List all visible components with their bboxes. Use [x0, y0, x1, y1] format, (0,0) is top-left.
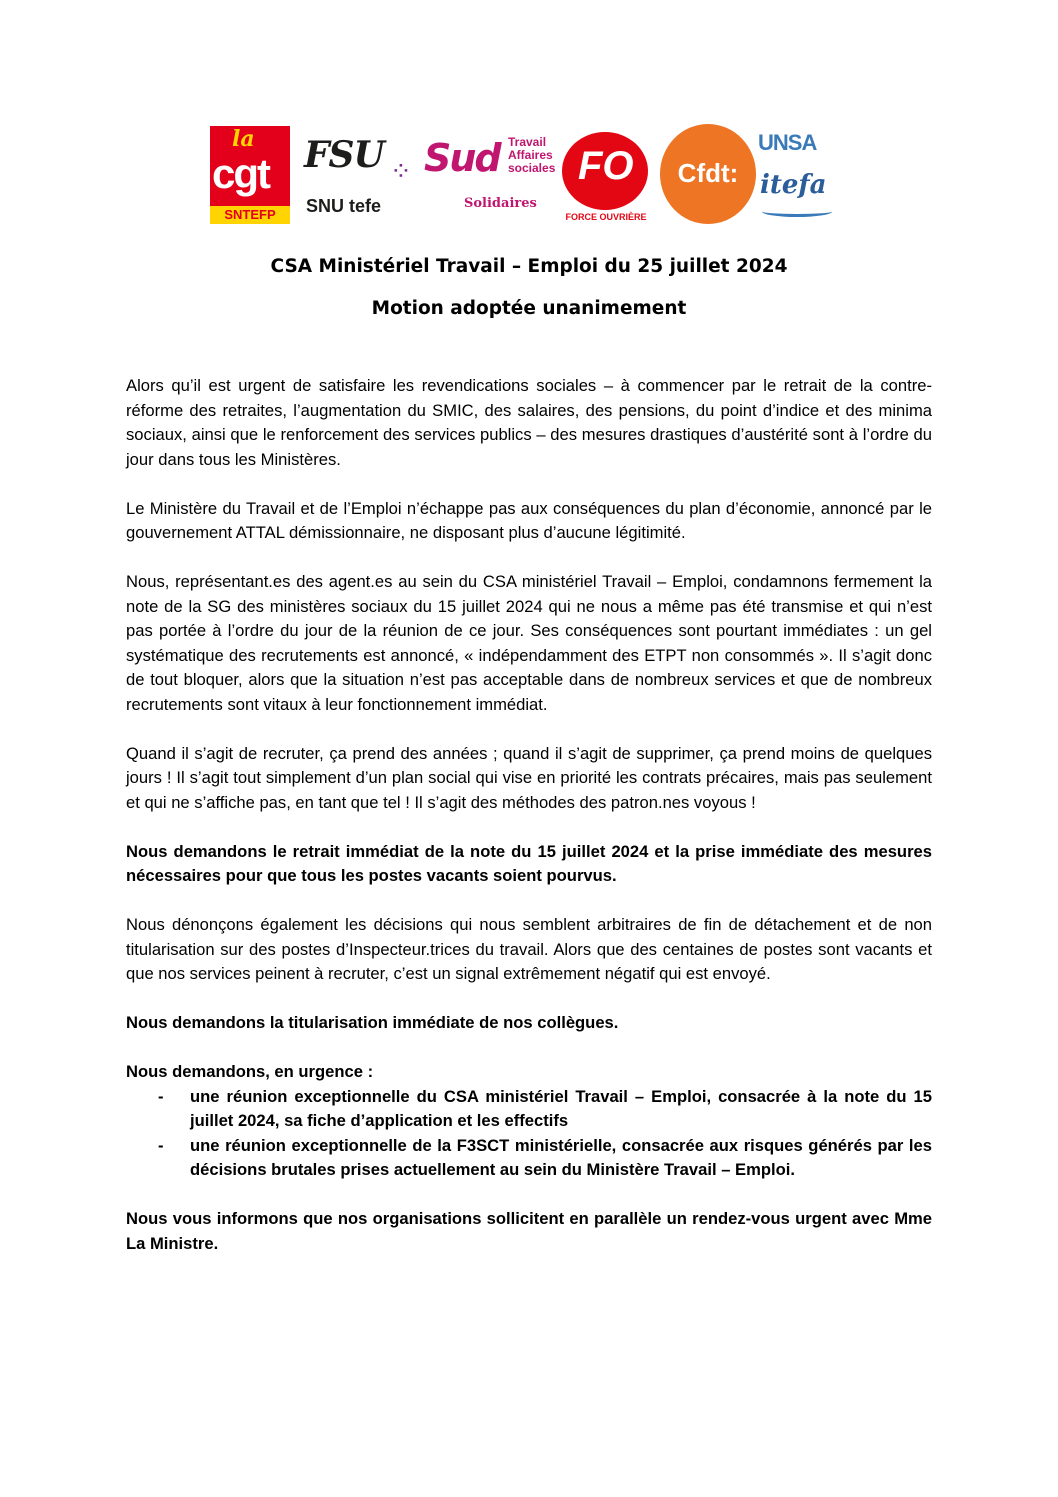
sud-logo-text: Sud — [424, 136, 500, 180]
paragraph-titularisation: Nous dénonçons également les décisions qui nous semblent arbitraires de fin de détachement et de non titularisation sur des postes d’Inspecteur.trices du travail. Alors que des centaines de postes sont vacants et que nos services peinent à recruter, c’est un signal extrêmement négatif qui est envoyé. — [126, 915, 932, 983]
fsu-logo-sub: SNU tefe — [306, 196, 382, 216]
demand-titularisation: Nous demandons la titularisation immédiate de nos collègues. — [126, 1013, 619, 1032]
fo-logo-sub: FORCE OUVRIÈRE — [565, 212, 647, 222]
unsa-swoosh-icon — [762, 206, 832, 217]
urgent-demands-list — [126, 1085, 932, 1183]
motion-body — [126, 374, 932, 1281]
paragraph-social-plan: Quand il s’agit de recruter, ça prend des années ; quand il s’agit de supprimer, ça prend moins de quelques jours ! Il s’agit tout simplement d’un plan social qui vise en priorité les contrats précaires, mais pas seulement et qui ne s’affiche pas, en tant que tel ! Il s’agit des méthodes des patron.nes voyous ! — [126, 743, 932, 812]
sud-logo — [424, 124, 556, 224]
page-subtitle: Motion adoptée unanimement — [371, 298, 687, 319]
fsu-logo — [304, 124, 414, 224]
fo-logo — [560, 128, 652, 224]
cgt-logo — [210, 126, 290, 224]
cgt-logo-text: cgt — [212, 150, 269, 197]
cgt-logo-sub: SNTEFP — [210, 206, 290, 224]
list-item-text: une réunion exceptionnelle de la F3SCT ministérielle, consacrée aux risques générés par les décisions brutales prises actuellement au sein du Ministère Travail – Emploi. — [190, 1135, 932, 1179]
demand-withdrawal: Nous demandons le retrait immédiat de la note du 15 juillet 2024 et la prise immédiate des mesures nécessaires pour que tous les postes vacants soient pourvus. — [126, 841, 932, 885]
cgt-logo-la: la — [232, 126, 255, 152]
list-item-text: une réunion exceptionnelle du CSA ministériel Travail – Emploi, consacrée à la note du 15 juillet 2024, sa fiche d’application et les effectifs — [190, 1086, 932, 1130]
list-dash: - — [158, 1086, 164, 1106]
list-dash: - — [158, 1135, 164, 1155]
list-item — [126, 1085, 932, 1134]
unsa-logo-sub: itefa — [760, 170, 827, 200]
fo-logo-text: FO — [578, 144, 634, 188]
union-logos-banner — [210, 124, 840, 226]
fsu-logo-text: FSU — [304, 134, 384, 176]
paragraph-ministry: Le Ministère du Travail et de l’Emploi n’échappe pas aux conséquences du plan d’économie, annoncé par le gouvernement ATTAL démissionnaire, ne disposant plus d’aucune légitimité. — [126, 498, 932, 542]
fsu-dots-icon: ⁘ — [390, 156, 412, 186]
paragraph-context: Alors qu’il est urgent de satisfaire les revendications sociales – à commencer par le retrait de la contre-réforme des retraites, l’augmentation du SMIC, des salaires, des pensions, du point d’indice et des minima sociaux, ainsi que le renforcement des services publics – des mesures drastiques d’austérité sont à l’ordre du jour dans tous les Ministères. — [126, 376, 932, 469]
cfdt-logo-text: Cfdt: — [677, 158, 739, 188]
unsa-logo-text: UNSA — [758, 130, 817, 155]
paragraph-note-condemnation: Nous, représentant.es des agent.es au sein du CSA ministériel Travail – Emploi, condamnons fermement la note de la SG des ministères sociaux du 15 juillet 2024 qui ne nous a même pas été transmise et qui n’est pas portée à l’ordre du jour de la réunion de ce jour. Ses conséquences sont pourtant immédiates : un gel systématique des recrutements est annoncé, « indépendamment des ETPT non consommés ». Il s’agit donc de tout bloquer, alors que la situation n’est pas acceptable dans de nombreux services et que de nombreux recrutements sont vitaux à leur fonctionnement immédiat. — [126, 572, 932, 714]
unsa-itefa-logo — [758, 130, 842, 220]
sud-logo-solidaires: Solidaires — [464, 196, 537, 211]
sud-logo-sub: Travail Affaires sociales — [508, 135, 556, 175]
demand-urgent-heading: Nous demandons, en urgence : — [126, 1062, 374, 1081]
closing-statement: Nous vous informons que nos organisations sollicitent en parallèle un rendez-vous urgent avec Mme La Ministre. — [126, 1209, 932, 1253]
list-item — [126, 1134, 932, 1183]
page-title: CSA Ministériel Travail – Emploi du 25 juillet 2024 — [270, 256, 788, 277]
cfdt-logo — [660, 124, 756, 224]
